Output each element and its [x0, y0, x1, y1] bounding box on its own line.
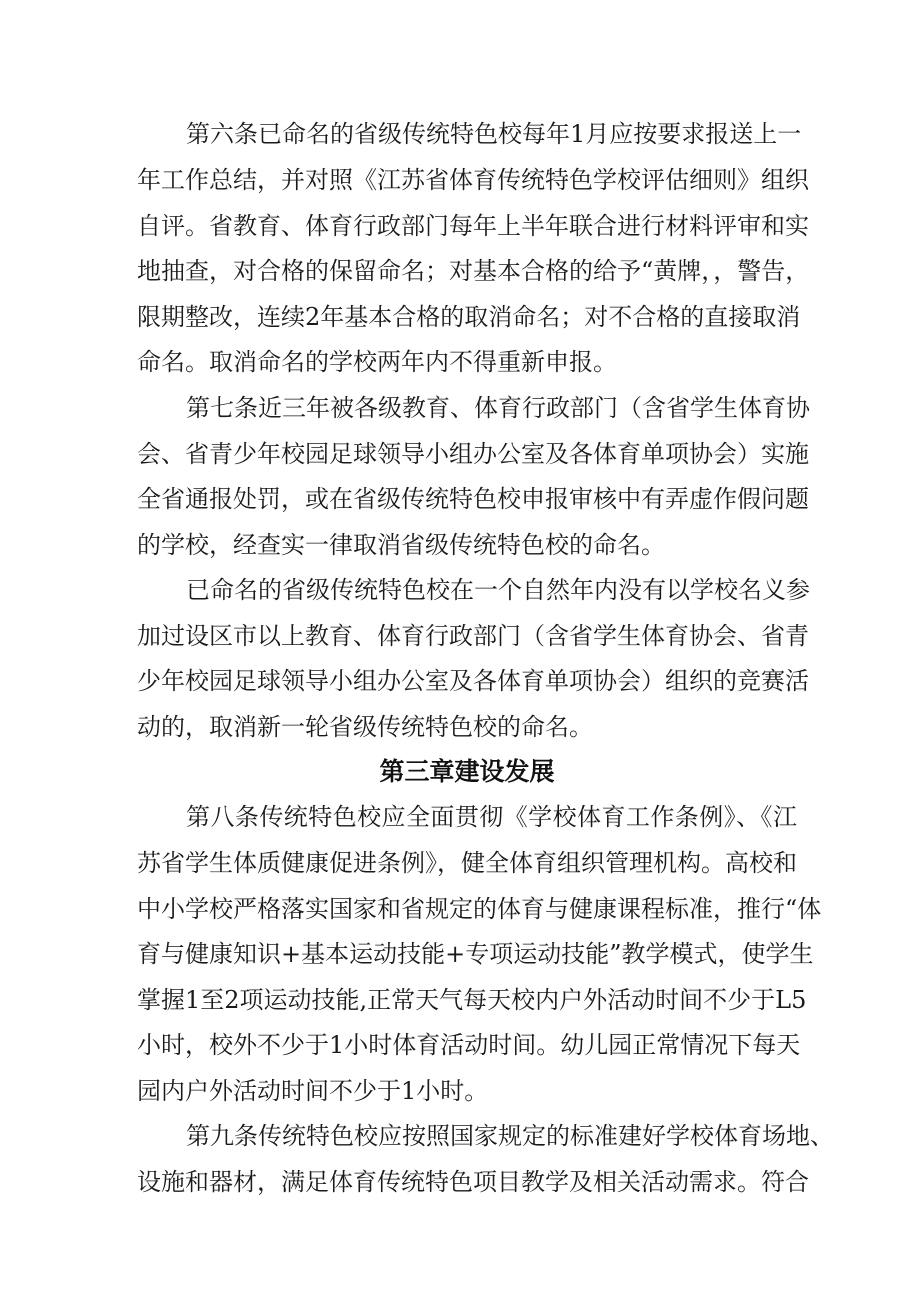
article8-line-1: 第八条传统特色校应全面贯彻《学校体育工作条例》、《江 — [186, 803, 797, 831]
article7-line-3: 全省通报处罚，或在省级传统特色校申报审核中有弄虚作假问题 — [137, 485, 809, 513]
article8-line-3: 中小学校严格落实国家和省规定的体育与健康课程标准，推行“体 — [137, 895, 822, 923]
article7-line-1: 第七条近三年被各级教育、体育行政部门（含省学生体育协 — [186, 394, 810, 422]
article7-cont-line-1: 已命名的省级传统特色校在一个自然年内没有以学校名义参 — [186, 576, 810, 604]
article8-line-5: 掌握1至2项运动技能,正常天气每天校内户外活动时间不少于L5 — [137, 986, 807, 1014]
article6-line-1: 第六条已命名的省级传统特色校每年1月应按要求报送上一 — [186, 120, 802, 148]
article7-cont-line-2: 加过设区市以上教育、体育行政部门（含省学生体育协会、省青 — [137, 622, 809, 650]
article9-line-2: 设施和器材，满足体育传统特色项目教学及相关活动需求。符合 — [137, 1168, 809, 1196]
article9-line-1: 第九条传统特色校应按照国家规定的标准建好学校体育场地、 — [186, 1122, 834, 1150]
article8-line-6: 小时，校外不少于1小时体育活动时间。幼儿园正常情况下每天 — [137, 1031, 801, 1059]
article8-line-4: 育与健康知识+基本运动技能+专项运动技能”教学模式，使学生 — [137, 940, 814, 968]
article6-line-3: 自评。省教育、体育行政部门每年上半年联合进行材料评审和实 — [137, 212, 809, 240]
article7-line-2: 会、省青少年校园足球领导小组办公室及各体育单项协会）实施 — [137, 440, 809, 468]
article7-cont-line-4: 动的，取消新一轮省级传统特色校的命名。 — [137, 713, 593, 741]
article8-line-2: 苏省学生体质健康促进条例》，健全体育组织管理机构。高校和 — [137, 849, 797, 877]
article6-line-2: 年工作总结，并对照《江苏省体育传统特色学校评估细则》组织 — [137, 166, 809, 194]
article6-line-5: 限期整改，连续2年基本合格的取消命名；对不合格的直接取消 — [137, 303, 801, 331]
article7-line-4: 的学校，经查实一律取消省级传统特色校的命名。 — [137, 531, 665, 559]
article6-line-4: 地抽查，对合格的保留命名；对基本合格的给予“黄牌，，警告， — [137, 257, 810, 285]
article7-cont-line-3: 少年校园足球领导小组办公室及各体育单项协会）组织的竞赛活 — [137, 667, 809, 695]
article6-line-6: 命名。取消命名的学校两年内不得重新申报。 — [137, 348, 617, 376]
chapter-heading: 第三章建设发展 — [379, 757, 555, 786]
article8-line-7: 园内户外活动时间不少于1小时。 — [137, 1077, 489, 1105]
